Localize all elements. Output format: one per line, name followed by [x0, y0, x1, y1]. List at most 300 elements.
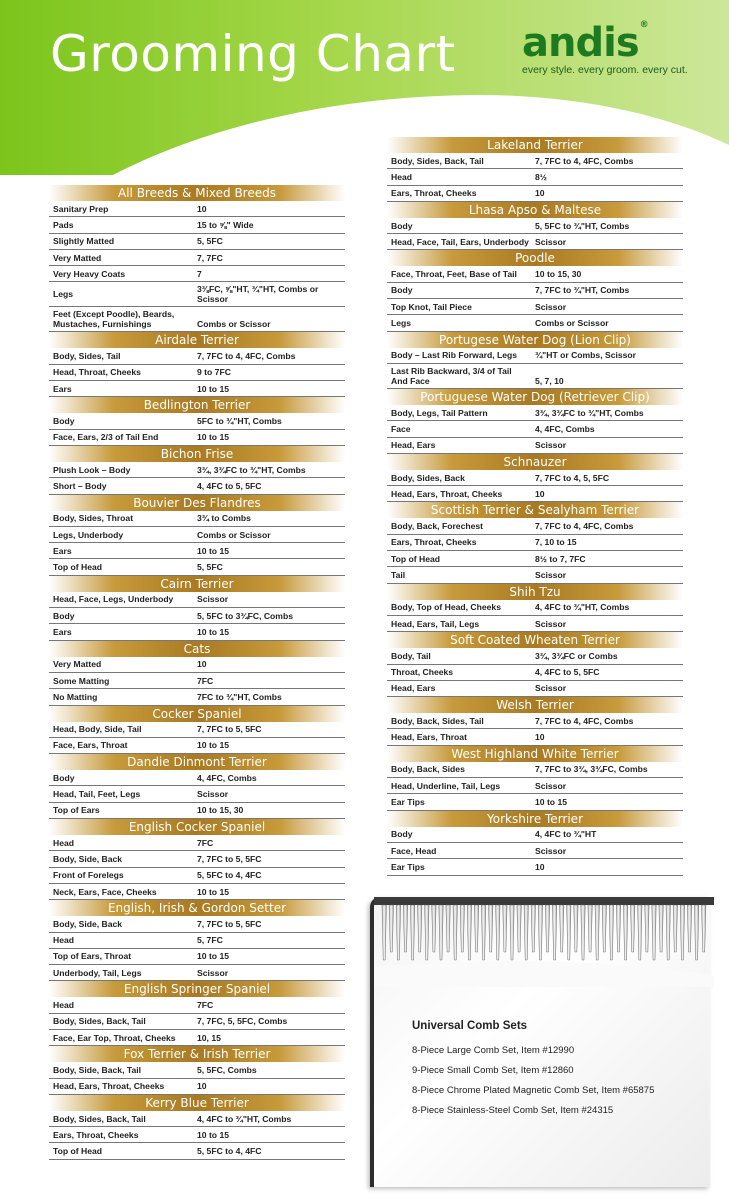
comb-tooth [574, 905, 578, 952]
table-row [49, 1143, 345, 1159]
blade-setting-cell: 7, 7FC to 5, 5FC [197, 724, 262, 735]
table-row [49, 689, 345, 705]
table-row [49, 933, 345, 949]
table-row [387, 859, 683, 875]
blade-setting-cell: 10 to 15 [197, 383, 230, 394]
section-header: English Springer Spaniel [49, 981, 345, 997]
body-area-cell: Head, Ears, Throat, Cheeks [53, 1081, 165, 1092]
table-row [387, 681, 683, 697]
body-area-cell: Top of Head [391, 553, 441, 564]
table-row [387, 266, 683, 282]
blade-setting-cell: 4, 4FC to ¾"HT, Combs [535, 602, 630, 613]
blade-setting-cell: 5, 5FC to 4, 4FC [197, 870, 262, 881]
table-row [49, 1014, 345, 1030]
breed-section-scottish-terrier-sealyham-terrier [387, 502, 683, 583]
blade-setting-cell: ¾"HT or Combs, Scissor [535, 350, 637, 361]
body-area-cell: Neck, Ears, Face, Cheeks [53, 886, 157, 897]
table-row [387, 518, 683, 534]
table-row [49, 1111, 345, 1127]
blade-setting-cell: 10 to 15 [197, 886, 230, 897]
body-area-cell: Top of Head [53, 562, 103, 573]
blade-setting-cell: Scissor [197, 789, 229, 800]
blade-setting-cell: 8½ to 7, 7FC [535, 553, 586, 564]
table-row [49, 722, 345, 738]
breed-section-schnauzer [387, 454, 683, 503]
section-header: Cairn Terrier [49, 576, 345, 592]
left-column [49, 185, 345, 1160]
section-header: English Cocker Spaniel [49, 819, 345, 835]
comb-tooth [517, 905, 521, 952]
breed-section-cairn-terrier [49, 576, 345, 641]
body-area-cell: Body [391, 829, 413, 840]
breed-section-lakeland-terrier [387, 137, 683, 202]
blade-setting-cell: 10 to 15 [197, 432, 230, 443]
body-area-cell: Body [53, 610, 75, 621]
body-area-cell: Head, Tail, Feet, Legs [53, 789, 141, 800]
body-area-cell: Body, Sides, Back, Tail [391, 155, 484, 166]
body-area-cell: Body, Sides, Back, Tail [53, 1113, 146, 1124]
table-row [49, 1030, 345, 1046]
comb-tooth [680, 905, 684, 960]
comb-tooth [396, 905, 400, 960]
section-header: Portugese Water Dog (Lion Clip) [387, 332, 683, 348]
blade-setting-cell: Scissor [535, 683, 567, 694]
blade-setting-cell: 4, 4FC to ¾"HT, Combs [197, 1113, 292, 1124]
table-row [387, 616, 683, 632]
comb-tooth [439, 905, 443, 960]
comb-tooth [446, 905, 450, 952]
blade-setting-cell: 7, 7FC to ¾"HT, Combs [535, 285, 630, 296]
body-area-cell: Head, Ears, Tail, Legs [391, 618, 480, 629]
blade-setting-cell: 7FC [197, 837, 214, 848]
blade-setting-cell: 7, 7FC, 5, 5FC, Combs [197, 1016, 288, 1027]
section-header: English, Irish & Gordon Setter [49, 900, 345, 916]
body-area-cell: Very Matted [53, 252, 102, 263]
blade-setting-cell: 10 to 15 [535, 796, 568, 807]
table-row [49, 965, 345, 981]
table-row [387, 283, 683, 299]
right-column [387, 137, 683, 876]
blade-setting-cell: 7, 7FC to 4, 4FC, Combs [197, 351, 296, 362]
table-row [49, 835, 345, 851]
body-area-cell: No Matting [53, 691, 98, 702]
comb-set-item: 8-Piece Chrome Plated Magnetic Comb Set, Item #65875 [412, 1085, 655, 1096]
section-header: Airdale Terrier [49, 332, 345, 348]
comb-tooth [467, 905, 471, 960]
body-area-cell: Body [53, 416, 75, 427]
breed-section-fox-terrier-irish-terrier [49, 1046, 345, 1095]
body-area-cell: Very Heavy Coats [53, 268, 126, 279]
table-row [49, 559, 345, 575]
blade-setting-cell: 4, 4FC, Combs [535, 423, 595, 434]
body-area-cell: Some Matting [53, 675, 110, 686]
comb-tooth [418, 905, 422, 952]
blade-setting-cell: 7, 7FC to 5, 5FC [197, 853, 262, 864]
body-area-cell: Last Rib Backward, 3/4 of Tail And Face [391, 365, 512, 386]
body-area-cell: Head [53, 935, 75, 946]
body-area-cell: Plush Look – Body [53, 464, 131, 475]
blade-setting-cell: 10 to 15, 30 [535, 269, 582, 280]
table-row [49, 868, 345, 884]
comb-tooth [552, 905, 556, 960]
body-area-cell: Face, Ear Top, Throat, Cheeks [53, 1032, 176, 1043]
breed-section-bichon-frise [49, 446, 345, 495]
table-row [49, 657, 345, 673]
blade-setting-cell: Scissor [535, 780, 567, 791]
body-area-cell: Ears [53, 626, 72, 637]
body-area-cell: Body, Tail [391, 650, 431, 661]
body-area-cell: Head, Face, Tail, Ears, Underbody [391, 236, 529, 247]
body-area-cell: Ears [53, 545, 72, 556]
section-header: Portuguese Water Dog (Retriever Clip) [387, 389, 683, 405]
table-row [49, 916, 345, 932]
blade-setting-cell: 5, 5FC, Combs [197, 1064, 257, 1075]
body-area-cell: Throat, Cheeks [391, 667, 454, 678]
comb-tooth [403, 905, 407, 952]
blade-setting-cell: 5, 7, 10 [535, 375, 564, 386]
breed-section-west-highland-white-terrier [387, 746, 683, 811]
blade-setting-cell: 7, 7FC to 5, 5FC [197, 918, 262, 929]
body-area-cell: Body, Back, Sides [391, 764, 465, 775]
section-header: Welsh Terrier [387, 697, 683, 713]
table-row [387, 486, 683, 502]
breed-section-shih-tzu [387, 584, 683, 633]
section-header: Bedlington Terrier [49, 397, 345, 413]
blade-setting-cell: 5, 5FC to ¾"HT, Combs [535, 220, 630, 231]
comb-teeth-illustration [374, 897, 714, 987]
body-area-cell: Face, Ears, 2/3 of Tail End [53, 432, 159, 443]
body-area-cell: Pads [53, 219, 74, 230]
body-area-cell: Legs [53, 289, 74, 300]
table-row [49, 462, 345, 478]
breed-section-all-breeds-mixed-breeds [49, 185, 345, 332]
comb-tooth [659, 905, 663, 952]
blade-setting-cell: 4, 4FC to ¾"HT [535, 829, 597, 840]
brand-name: andis [522, 20, 639, 66]
body-area-cell: Body, Sides, Tail [53, 351, 121, 362]
blade-setting-cell: Combs or Scissor [535, 318, 609, 329]
breed-section-welsh-terrier [387, 697, 683, 746]
comb-tooth [524, 905, 528, 960]
table-row [387, 438, 683, 454]
table-row [387, 535, 683, 551]
comb-tooth [602, 905, 606, 952]
body-area-cell: Head [53, 1000, 75, 1011]
comb-tooth [503, 905, 507, 952]
section-header: Shih Tzu [387, 584, 683, 600]
body-area-cell: Face, Ears, Throat [53, 740, 128, 751]
table-row [387, 470, 683, 486]
table-row [49, 365, 345, 381]
table-row [387, 827, 683, 843]
breed-section-yorkshire-terrier [387, 811, 683, 876]
table-row [49, 1062, 345, 1078]
table-row [49, 250, 345, 266]
comb-tooth [638, 905, 642, 960]
table-row [49, 266, 345, 282]
body-area-cell: Top of Head [53, 1146, 103, 1157]
comb-tooth [474, 905, 478, 952]
table-row [49, 1079, 345, 1095]
blade-setting-cell: 5, 5FC [197, 236, 223, 247]
page-title: Grooming Chart [50, 25, 456, 83]
blade-setting-cell: 7, 7FC [197, 252, 223, 263]
body-area-cell: Body, Legs, Tail Pattern [391, 407, 488, 418]
body-area-cell: Head, Ears [391, 683, 436, 694]
comb-tooth [609, 905, 613, 960]
table-row [49, 201, 345, 217]
body-area-cell: Head [53, 837, 75, 848]
table-row [49, 217, 345, 233]
body-area-cell: Body – Last Rib Forward, Legs [391, 350, 518, 361]
breed-section-portuguese-water-dog-retriever-clip [387, 389, 683, 454]
table-row [387, 843, 683, 859]
breed-section-kerry-blue-terrier [49, 1095, 345, 1160]
comb-tooth [531, 905, 535, 952]
table-row [387, 648, 683, 664]
blade-setting-cell: 7, 7FC to 3¾, 3¾FC, Combs [535, 764, 648, 775]
section-header: Yorkshire Terrier [387, 811, 683, 827]
blade-setting-cell: 7FC [197, 1000, 214, 1011]
table-row [49, 282, 345, 307]
comb-tooth [382, 905, 386, 960]
blade-setting-cell: Combs or Scissor [197, 529, 271, 540]
table-row [387, 315, 683, 331]
table-row [387, 713, 683, 729]
comb-tooth [510, 905, 514, 960]
section-header: Lakeland Terrier [387, 137, 683, 153]
comb-tooth [567, 905, 571, 960]
blade-setting-cell: 10 [535, 488, 545, 499]
comb-tooth [581, 905, 585, 960]
comb-tooth [702, 905, 706, 952]
blade-setting-cell: 10 [197, 659, 207, 670]
section-header: Bouvier Des Flandres [49, 495, 345, 511]
body-area-cell: Body, Top of Head, Cheeks [391, 602, 501, 613]
breed-section-portugese-water-dog-lion-clip [387, 332, 683, 389]
blade-setting-cell: 3¾, 3¾FC or Combs [535, 650, 618, 661]
section-header: Bichon Frise [49, 446, 345, 462]
blade-setting-cell: 7FC to ¾"HT, Combs [197, 691, 282, 702]
body-area-cell: Ears [53, 383, 72, 394]
blade-setting-cell: 5, 5FC [197, 562, 223, 573]
body-area-cell: Head, Ears [391, 440, 436, 451]
body-area-cell: Head [391, 171, 413, 182]
table-row [387, 364, 683, 389]
blade-setting-cell: 5, 5FC to 4, 4FC [197, 1146, 262, 1157]
blade-setting-cell: 7 [197, 268, 202, 279]
blade-setting-cell: Scissor [535, 845, 567, 856]
body-area-cell: Body, Back, Sides, Tail [391, 715, 484, 726]
blade-setting-cell: 5, 5FC to 3¾FC, Combs [197, 610, 293, 621]
blade-setting-cell: 4, 4FC to 5, 5FC [535, 667, 600, 678]
table-row [387, 169, 683, 185]
blade-setting-cell: 7, 7FC to 4, 4FC, Combs [535, 521, 634, 532]
table-row [387, 794, 683, 810]
blade-setting-cell: 10 [535, 188, 545, 199]
breed-section-soft-coated-wheaten-terrier [387, 632, 683, 697]
brand-tagline: every style. every groom. every cut. [522, 64, 688, 76]
comb-tooth [588, 905, 592, 952]
comb-set-item: 8-Piece Stainless-Steel Comb Set, Item #24315 [412, 1105, 614, 1116]
comb-tooth [595, 905, 599, 960]
breed-section-english-springer-spaniel [49, 981, 345, 1046]
table-row [387, 186, 683, 202]
blade-setting-cell: 7, 7FC to 4, 5, 5FC [535, 472, 610, 483]
table-row [387, 729, 683, 745]
table-row [49, 608, 345, 624]
table-row [387, 778, 683, 794]
blade-setting-cell: 10 [535, 861, 545, 872]
blade-setting-cell: 8½ [535, 171, 547, 182]
body-area-cell: Top of Ears, Throat [53, 951, 132, 962]
blade-setting-cell: 10 to 15 [197, 740, 230, 751]
table-row [387, 567, 683, 583]
table-row [49, 770, 345, 786]
blade-setting-cell: 7, 10 to 15 [535, 537, 577, 548]
section-header: Scottish Terrier & Sealyham Terrier [387, 502, 683, 518]
body-area-cell: Head, Ears, Throat [391, 732, 467, 743]
blade-setting-cell: 10 to 15 [197, 1129, 230, 1140]
section-header: Cats [49, 641, 345, 657]
body-area-cell: Ear Tips [391, 796, 425, 807]
comb-tooth [687, 905, 691, 952]
blade-setting-cell: 9 to 7FC [197, 367, 231, 378]
comb-tooth [410, 905, 414, 960]
body-area-cell: Top Knot, Tail Piece [391, 301, 472, 312]
body-area-cell: Body, Side, Back [53, 853, 123, 864]
blade-setting-cell: 4, 4FC to 5, 5FC [197, 480, 262, 491]
breed-section-english-cocker-spaniel [49, 819, 345, 900]
body-area-cell: Ears, Throat, Cheeks [391, 188, 477, 199]
table-row [49, 884, 345, 900]
comb-sets-card [370, 897, 710, 1187]
blade-setting-cell: 10 [197, 1081, 207, 1092]
blade-setting-cell: Scissor [535, 301, 567, 312]
table-row [387, 153, 683, 169]
breed-section-bedlington-terrier [49, 397, 345, 446]
table-row [49, 738, 345, 754]
body-area-cell: Face [391, 423, 411, 434]
body-area-cell: Face, Head [391, 845, 437, 856]
body-area-cell: Body [391, 285, 413, 296]
section-header: Lhasa Apso & Maltese [387, 202, 683, 218]
comb-tooth [631, 905, 635, 952]
brand-logo [522, 20, 648, 66]
body-area-cell: Body, Sides, Throat [53, 513, 134, 524]
registered-mark: ® [639, 20, 648, 30]
table-row [49, 997, 345, 1013]
body-area-cell: Underbody, Tail, Legs [53, 967, 142, 978]
blade-setting-cell: 3⅜FC, ⅝"HT, ¾"HT, Combs or Scissor [197, 284, 319, 305]
section-header: West Highland White Terrier [387, 746, 683, 762]
table-row [387, 299, 683, 315]
comb-tooth [560, 905, 564, 952]
body-area-cell: Body [53, 772, 75, 783]
breed-section-bouvier-des-flandres [49, 495, 345, 576]
blade-setting-cell: 10 to 15 [197, 951, 230, 962]
body-area-cell: Body, Side, Back [53, 918, 123, 929]
body-area-cell: Head, Throat, Cheeks [53, 367, 141, 378]
table-row [387, 665, 683, 681]
table-row [49, 949, 345, 965]
table-row [49, 803, 345, 819]
comb-set-item: 9-Piece Small Comb Set, Item #12860 [412, 1065, 574, 1076]
body-area-cell: Head, Face, Legs, Underbody [53, 594, 174, 605]
table-row [49, 673, 345, 689]
body-area-cell: Ear Tips [391, 861, 425, 872]
section-header: Dandie Dinmont Terrier [49, 754, 345, 770]
blade-setting-cell: 3¾, 3¾FC to ¾"HT, Combs [197, 464, 306, 475]
table-row [49, 592, 345, 608]
table-row [49, 543, 345, 559]
table-row [387, 218, 683, 234]
breed-section-poodle [387, 250, 683, 331]
breed-section-cocker-spaniel [49, 706, 345, 755]
blade-setting-cell: 10, 15 [197, 1032, 221, 1043]
body-area-cell: Feet (Except Poodle), Beards, Mustaches, Furnishings [53, 309, 175, 330]
blade-setting-cell: 10 [197, 203, 207, 214]
body-area-cell: Legs, Underbody [53, 529, 124, 540]
body-area-cell: Head, Body, Side, Tail [53, 724, 142, 735]
table-row [387, 348, 683, 364]
blade-setting-cell: 7, 7FC to 4, 4FC, Combs [535, 715, 634, 726]
blade-setting-cell: 10 to 15 [197, 626, 230, 637]
blade-setting-cell: Scissor [535, 237, 567, 248]
comb-tooth [616, 905, 620, 952]
blade-setting-cell: Combs or Scissor [197, 319, 271, 330]
body-area-cell: Head, Ears, Throat, Cheeks [391, 488, 503, 499]
table-row [49, 624, 345, 640]
blade-setting-cell: Scissor [535, 569, 567, 580]
body-area-cell: Short – Body [53, 480, 107, 491]
breed-section-lhasa-apso-maltese [387, 202, 683, 251]
comb-tooth [545, 905, 549, 952]
comb-tooth [623, 905, 627, 960]
comb-tooth [673, 905, 677, 952]
body-area-cell: Ears, Throat, Cheeks [391, 537, 477, 548]
blade-setting-cell: 10 to 15, 30 [197, 805, 244, 816]
comb-tooth [496, 905, 500, 960]
comb-tooth [538, 905, 542, 960]
blade-setting-cell: 10 to 15 [197, 545, 230, 556]
comb-tooth [489, 905, 493, 952]
breed-section-cats [49, 641, 345, 706]
table-row [49, 511, 345, 527]
section-header: Kerry Blue Terrier [49, 1095, 345, 1111]
table-row [49, 786, 345, 802]
breed-section-airdale-terrier [49, 332, 345, 397]
comb-tooth [425, 905, 429, 960]
body-area-cell: Body, Sides, Back [391, 472, 465, 483]
table-row [49, 234, 345, 250]
table-row [49, 413, 345, 429]
table-row [49, 851, 345, 867]
blade-setting-cell: 4, 4FC, Combs [197, 772, 257, 783]
body-area-cell: Body, Side, Back, Tail [53, 1064, 142, 1075]
table-row [387, 551, 683, 567]
table-row [49, 348, 345, 364]
table-row [387, 600, 683, 616]
body-area-cell: Sanitary Prep [53, 203, 109, 214]
table-row [387, 405, 683, 421]
table-row [49, 1127, 345, 1143]
table-row [387, 421, 683, 437]
comb-tooth [481, 905, 485, 960]
section-header: Schnauzer [387, 454, 683, 470]
table-row [49, 307, 345, 332]
section-header: Poodle [387, 250, 683, 266]
